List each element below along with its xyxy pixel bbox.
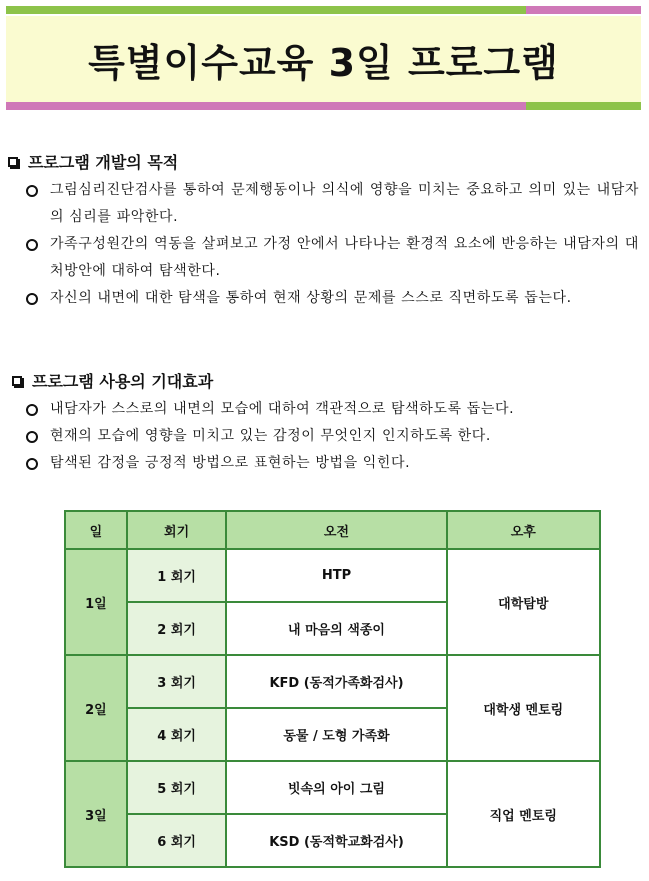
session-cell: 1 회기 bbox=[127, 549, 227, 602]
top-color-bar bbox=[6, 6, 641, 14]
bottom-color-bar bbox=[6, 102, 641, 110]
section-effects-heading bbox=[12, 369, 213, 392]
table-row bbox=[65, 761, 600, 814]
circle-bullet-icon bbox=[26, 431, 38, 443]
session-cell: 5 회기 bbox=[127, 761, 227, 814]
circle-bullet-icon bbox=[26, 239, 38, 251]
list-item: 탐색된 감정을 긍정적 방법으로 표현하는 방법을 익힌다. bbox=[24, 450, 639, 477]
list-item: 내담자가 스스로의 내면의 모습에 대하여 객관적으로 탐색하도록 돕는다. bbox=[24, 396, 639, 423]
header-day: 일 bbox=[65, 511, 127, 549]
circle-bullet-icon bbox=[26, 458, 38, 470]
circle-bullet-icon bbox=[26, 404, 38, 416]
list-item: 현재의 모습에 영향을 미치고 있는 감정이 무엇인지 인지하도록 한다. bbox=[24, 423, 639, 450]
header-afternoon: 오후 bbox=[447, 511, 600, 549]
page-title: 특별이수교육 3일 프로그램 bbox=[88, 40, 559, 85]
morning-cell: KSD (동적학교화검사) bbox=[226, 814, 446, 867]
afternoon-cell: 대학생 멘토링 bbox=[447, 655, 600, 761]
table-header-row bbox=[65, 511, 600, 549]
table-row bbox=[65, 655, 600, 708]
afternoon-cell: 직업 멘토링 bbox=[447, 761, 600, 867]
checkbox-bullet-icon bbox=[12, 376, 22, 386]
title-banner bbox=[6, 16, 641, 102]
circle-bullet-icon bbox=[26, 293, 38, 305]
list-item: 가족구성원간의 역동을 살펴보고 가정 안에서 나타나는 환경적 요소에 반응하는 내담자의 대처방안에 대하여 탐색한다. bbox=[24, 231, 639, 285]
session-cell: 3 회기 bbox=[127, 655, 227, 708]
morning-cell: 동물 / 도형 가족화 bbox=[226, 708, 446, 761]
day-cell: 3일 bbox=[65, 761, 127, 867]
section-heading-text: 프로그램 사용의 기대효과 bbox=[32, 372, 214, 391]
afternoon-cell: 대학탐방 bbox=[447, 549, 600, 655]
morning-cell: KFD (동적가족화검사) bbox=[226, 655, 446, 708]
table-row bbox=[65, 549, 600, 602]
section-heading-text: 프로그램 개발의 목적 bbox=[28, 153, 179, 172]
header-morning: 오전 bbox=[226, 511, 446, 549]
purpose-list bbox=[24, 177, 639, 312]
day-cell: 2일 bbox=[65, 655, 127, 761]
session-cell: 6 회기 bbox=[127, 814, 227, 867]
checkbox-bullet-icon bbox=[8, 157, 18, 167]
day-cell: 1일 bbox=[65, 549, 127, 655]
session-cell: 4 회기 bbox=[127, 708, 227, 761]
session-cell: 2 회기 bbox=[127, 602, 227, 655]
morning-cell: 내 마음의 색종이 bbox=[226, 602, 446, 655]
effects-list bbox=[24, 396, 639, 477]
circle-bullet-icon bbox=[26, 185, 38, 197]
section-purpose-heading bbox=[8, 150, 178, 173]
schedule-table bbox=[64, 510, 601, 868]
morning-cell: 빗속의 아이 그림 bbox=[226, 761, 446, 814]
header-session: 회기 bbox=[127, 511, 227, 549]
morning-cell: HTP bbox=[226, 549, 446, 602]
list-item: 자신의 내면에 대한 탐색을 통하여 현재 상황의 문제를 스스로 직면하도록 돕는다. bbox=[24, 285, 639, 312]
list-item: 그림심리진단검사를 통하여 문제행동이나 의식에 영향을 미치는 중요하고 의미 있는 내담자의 심리를 파악한다. bbox=[24, 177, 639, 231]
